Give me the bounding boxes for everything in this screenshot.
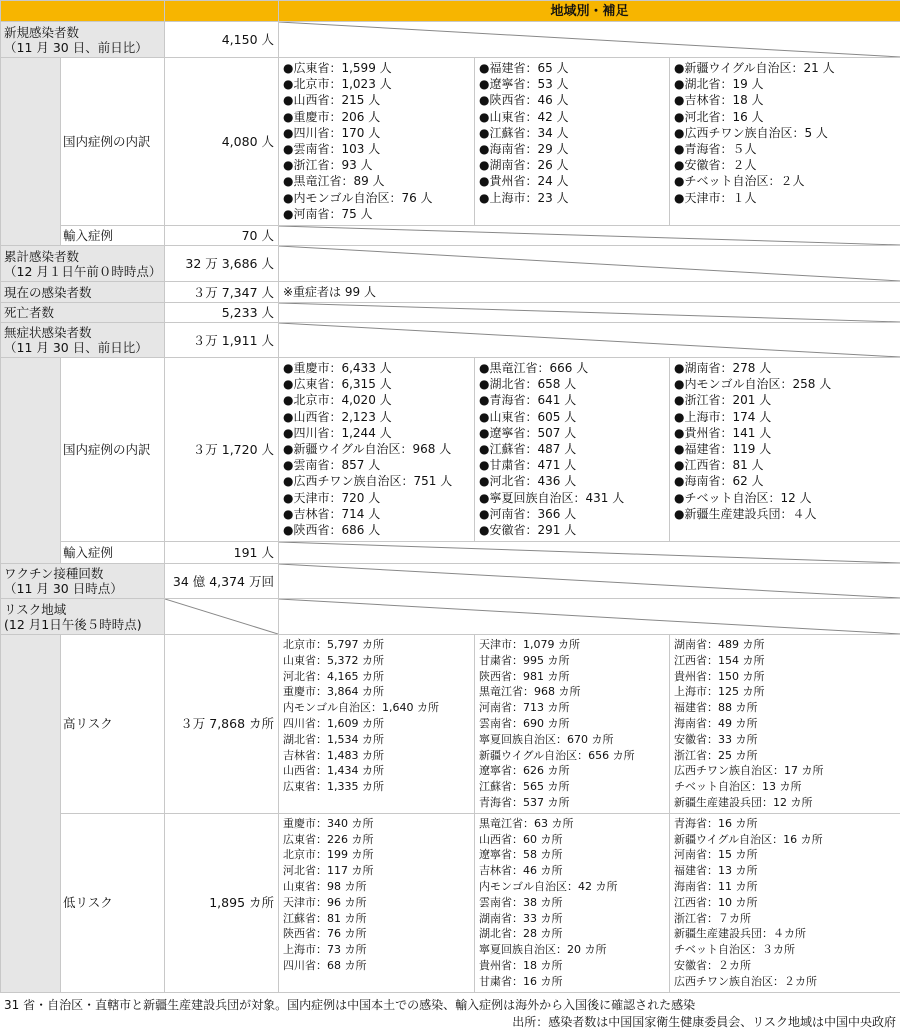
list-item: 山西省：1,434 カ所: [283, 764, 384, 778]
list-item: 上海市：73 カ所: [283, 943, 367, 957]
list-item: 寧夏回族自治区：670 カ所: [479, 732, 614, 746]
footer-note: 31 省・自治区・直轄市と新疆生産建設兵団が対象。国内症例は中国本土での感染、輸入症例は海外から入国後に確認された感染: [4, 997, 696, 1012]
list-item: 江西省：10 カ所: [674, 895, 758, 909]
list-item: 江西省：154 カ所: [674, 653, 765, 667]
list-item: チベット自治区：３カ所: [674, 943, 795, 957]
list-item: 天津市：1,079 カ所: [479, 638, 580, 651]
list-item: ●雲南省：857 人: [283, 458, 381, 473]
list-item: 遼寧省：626 カ所: [479, 764, 570, 778]
list-item: ●内モンゴル自治区：76 人: [283, 190, 433, 205]
list-item: ●天津市：720 人: [283, 490, 381, 505]
new-imported-row: [1, 226, 900, 246]
list-item: ●四川省：170 人: [283, 125, 381, 140]
list-item: ●海南省：29 人: [479, 142, 569, 157]
list-item: 天津市：96 カ所: [283, 895, 367, 909]
asymptomatic-value: ３万 1,911 人: [165, 323, 279, 358]
footer-source: 出所：感染者数は中国国家衛生健康委員会、リスク地域は中国中央政府: [512, 1014, 896, 1029]
list-item: ●海南省：62 人: [674, 474, 764, 489]
new-domestic-row: [1, 58, 900, 226]
region-list: [475, 358, 670, 542]
list-item: ●上海市：174 人: [674, 409, 772, 424]
cumulative-value: 32 万 3,686 人: [165, 246, 279, 282]
list-item: 新疆ウイグル自治区：656 カ所: [479, 748, 635, 762]
list-item: 北京市：199 カ所: [283, 848, 374, 862]
list-item: ●湖南省：278 人: [674, 361, 772, 375]
list-item: 寧夏回族自治区：20 カ所: [479, 943, 607, 957]
list-item: 湖北省：1,534 カ所: [283, 732, 384, 746]
list-item: 河北省：4,165 カ所: [283, 669, 384, 683]
current-label: 現在の感染者数: [1, 282, 165, 303]
list-item: 内モンゴル自治区：42 カ所: [479, 879, 618, 893]
asym-imported-value: 191 人: [165, 542, 279, 564]
list-item: 浙江省：７カ所: [674, 911, 751, 925]
list-item: ●新疆ウイグル自治区：968 人: [283, 442, 452, 457]
list-item: 広東省：226 カ所: [283, 832, 374, 846]
list-item: チベット自治区：13 カ所: [674, 780, 802, 794]
new-domestic-value: 4,080 人: [165, 58, 279, 226]
list-item: ●黒竜江省：89 人: [283, 174, 385, 189]
list-item: ●チベット自治区：２人: [674, 174, 805, 189]
list-item: ●雲南省：103 人: [283, 142, 381, 157]
list-item: ●湖南省：26 人: [479, 158, 569, 173]
risk-area-label: リスク地域 (12 月1日午後５時時点): [1, 599, 165, 635]
list-item: 青海省：16 カ所: [674, 816, 758, 830]
risk-area-row: [1, 599, 900, 635]
empty-diagonal-cell: [279, 246, 900, 282]
empty-diagonal-cell: [279, 323, 900, 358]
list-item: ●黒竜江省：666 人: [479, 361, 589, 375]
region-list: [670, 635, 900, 814]
vaccine-row: [1, 564, 900, 599]
asym-domestic-label: 国内症例の内訳: [61, 358, 165, 542]
list-item: ●山東省：42 人: [479, 109, 569, 124]
list-item: 雲南省：690 カ所: [479, 716, 570, 730]
list-item: ●重慶市：206 人: [283, 109, 381, 124]
asym-imported-row: [1, 542, 900, 564]
list-item: ●河北省：436 人: [479, 474, 577, 489]
low-risk-value: 1,895 カ所: [165, 813, 279, 992]
list-item: ●寧夏回族自治区：431 人: [479, 490, 625, 505]
vaccine-value: 34 億 4,374 万回: [165, 564, 279, 599]
list-item: ●山東省：605 人: [479, 409, 577, 424]
list-item: ●チベット自治区：12 人: [674, 490, 812, 505]
list-item: ●内モンゴル自治区：258 人: [674, 377, 832, 392]
deaths-row: [1, 303, 900, 323]
list-item: ●広西チワン族自治区：5 人: [674, 125, 828, 140]
list-item: ●浙江省：93 人: [283, 158, 373, 173]
list-item: ●広東省：1,599 人: [283, 61, 392, 75]
asymptomatic-label: 無症状感染者数 （11 月 30 日、前日比）: [1, 323, 165, 358]
deaths-label: 死亡者数: [1, 303, 165, 323]
low-risk-row: [1, 813, 900, 992]
list-item: ●江蘇省：34 人: [479, 125, 569, 140]
list-item: 北京市：5,797 カ所: [283, 638, 384, 651]
list-item: 甘粛省：995 カ所: [479, 653, 570, 667]
list-item: 山西省：60 カ所: [479, 832, 563, 846]
list-item: ●福建省：65 人: [479, 61, 569, 75]
list-item: 重慶市：3,864 カ所: [283, 685, 384, 699]
list-item: ●吉林省：18 人: [674, 93, 764, 108]
list-item: 湖南省：489 カ所: [674, 638, 765, 651]
list-item: 吉林省：1,483 カ所: [283, 748, 384, 762]
list-item: 河北省：117 カ所: [283, 864, 374, 878]
list-item: 山東省：5,372 カ所: [283, 653, 384, 667]
region-list: [670, 813, 900, 992]
list-item: ●青海省：５人: [674, 142, 757, 157]
list-item: 青海省：537 カ所: [479, 795, 570, 809]
list-item: ●広西チワン族自治区：751 人: [283, 474, 453, 489]
region-list: [670, 58, 900, 226]
list-item: 貴州省：150 カ所: [674, 669, 765, 683]
list-item: 海南省：49 カ所: [674, 716, 758, 730]
empty-diagonal-cell: [279, 542, 900, 564]
region-list: [279, 635, 475, 814]
list-item: ●湖北省：19 人: [674, 77, 764, 92]
severe-note: ※重症者は 99 人: [279, 282, 900, 303]
list-item: ●浙江省：201 人: [674, 393, 772, 408]
list-item: 陝西省：981 カ所: [479, 669, 570, 683]
list-item: ●湖北省：658 人: [479, 377, 577, 392]
list-item: ●北京市：1,023 人: [283, 77, 392, 92]
new-imported-value: 70 人: [165, 226, 279, 246]
list-item: 四川省：1,609 カ所: [283, 716, 384, 730]
list-item: ●貴州省：24 人: [479, 174, 569, 189]
list-item: ●遼寧省：507 人: [479, 425, 577, 440]
list-item: ●遼寧省：53 人: [479, 77, 569, 92]
list-item: 陝西省：76 カ所: [283, 927, 367, 941]
list-item: ●江西省：81 人: [674, 458, 764, 473]
region-list: [670, 358, 900, 542]
list-item: 安徽省：２カ所: [674, 958, 751, 972]
region-list: [279, 358, 475, 542]
region-list: [475, 813, 670, 992]
list-item: 遼寧省：58 カ所: [479, 848, 563, 862]
list-item: 新疆ウイグル自治区：16 カ所: [674, 832, 823, 846]
list-item: ●河南省：366 人: [479, 506, 577, 521]
current-row: [1, 282, 900, 303]
list-item: ●上海市：23 人: [479, 190, 569, 205]
list-item: ●陝西省：46 人: [479, 93, 569, 108]
list-item: 黒竜江省：968 カ所: [479, 685, 581, 699]
list-item: ●北京市：4,020 人: [283, 393, 392, 408]
new-cases-value: 4,150 人: [165, 22, 279, 58]
list-item: 広東省：1,335 カ所: [283, 780, 384, 794]
list-item: ●安徽省：２人: [674, 158, 757, 173]
list-item: ●山西省：2,123 人: [283, 409, 392, 424]
new-domestic-label: 国内症例の内訳: [61, 58, 165, 226]
list-item: ●重慶市：6,433 人: [283, 361, 392, 375]
list-item: 四川省：68 カ所: [283, 958, 367, 972]
empty-diagonal-cell: [279, 226, 900, 246]
cumulative-row: [1, 246, 900, 282]
list-item: ●四川省：1,244 人: [283, 425, 392, 440]
list-item: ●陝西省：686 人: [283, 523, 381, 538]
supplement-header: 地域別・補足: [279, 1, 900, 22]
region-list: [475, 635, 670, 814]
region-list: [279, 813, 475, 992]
current-value: ３万 7,347 人: [165, 282, 279, 303]
list-item: 福建省：13 カ所: [674, 864, 758, 878]
list-item: 江蘇省：565 カ所: [479, 780, 570, 794]
list-item: 吉林省：46 カ所: [479, 864, 563, 878]
asymptomatic-row: [1, 323, 900, 358]
list-item: 重慶市：340 カ所: [283, 816, 374, 830]
high-risk-row: [1, 635, 900, 814]
list-item: 広西チワン族自治区：２カ所: [674, 974, 817, 988]
asym-domestic-value: ３万 1,720 人: [165, 358, 279, 542]
high-risk-label: 高リスク: [61, 635, 165, 814]
list-item: 浙江省：25 カ所: [674, 748, 758, 762]
list-item: 広西チワン族自治区：17 カ所: [674, 764, 824, 778]
list-item: ●安徽省：291 人: [479, 523, 577, 538]
new-cases-row: [1, 22, 900, 58]
list-item: 湖南省：33 カ所: [479, 911, 563, 925]
region-list: [475, 58, 670, 226]
new-cases-label: 新規感染者数 （11 月 30 日、前日比）: [1, 22, 165, 58]
list-item: 雲南省：38 カ所: [479, 895, 563, 909]
list-item: 甘粛省：16 カ所: [479, 974, 563, 988]
list-item: 海南省：11 カ所: [674, 879, 758, 893]
list-item: 内モンゴル自治区：1,640 カ所: [283, 701, 439, 715]
list-item: 山東省：98 カ所: [283, 879, 367, 893]
list-item: 湖北省：28 カ所: [479, 927, 563, 941]
high-risk-value: ３万 7,868 カ所: [165, 635, 279, 814]
list-item: 新疆生産建設兵団：12 カ所: [674, 795, 813, 809]
cumulative-label: 累計感染者数 （12 月１日午前０時時点）: [1, 246, 165, 282]
list-item: ●新疆ウイグル自治区：21 人: [674, 61, 835, 75]
list-item: ●吉林省：714 人: [283, 506, 381, 521]
vaccine-label: ワクチン接種回数 （11 月 30 日時点）: [1, 564, 165, 599]
list-item: 黒竜江省：63 カ所: [479, 816, 574, 830]
list-item: ●広東省：6,315 人: [283, 377, 392, 392]
list-item: 江蘇省：81 カ所: [283, 911, 367, 925]
list-item: ●河南省：75 人: [283, 206, 373, 221]
list-item: 河南省：15 カ所: [674, 848, 758, 862]
empty-diagonal-cell: [279, 303, 900, 323]
list-item: ●河北省：16 人: [674, 109, 764, 124]
list-item: ●江蘇省：487 人: [479, 442, 577, 457]
empty-diagonal-cell: [279, 564, 900, 599]
region-list: [279, 58, 475, 226]
deaths-value: 5,233 人: [165, 303, 279, 323]
asym-imported-label: 輸入症例: [61, 542, 165, 564]
list-item: 上海市：125 カ所: [674, 685, 765, 699]
new-imported-label: 輸入症例: [61, 226, 165, 246]
list-item: ●青海省：641 人: [479, 393, 577, 408]
list-item: ●新疆生産建設兵団：４人: [674, 506, 817, 521]
list-item: 貴州省：18 カ所: [479, 958, 563, 972]
list-item: 新疆生産建設兵団：４カ所: [674, 927, 806, 941]
list-item: 河南省：713 カ所: [479, 701, 570, 715]
list-item: ●福建省：119 人: [674, 442, 772, 457]
list-item: ●天津市：１人: [674, 190, 757, 205]
list-item: 安徽省：33 カ所: [674, 732, 758, 746]
list-item: ●山西省：215 人: [283, 93, 381, 108]
empty-diagonal-cell: [279, 22, 900, 58]
list-item: ●甘粛省：471 人: [479, 458, 577, 473]
list-item: ●貴州省：141 人: [674, 425, 772, 440]
table-header-row: [1, 1, 900, 22]
asym-domestic-row: [1, 358, 900, 542]
low-risk-label: 低リスク: [61, 813, 165, 992]
empty-diagonal-cell: [165, 599, 279, 635]
empty-diagonal-cell: [279, 599, 900, 635]
list-item: 福建省：88 カ所: [674, 701, 758, 715]
